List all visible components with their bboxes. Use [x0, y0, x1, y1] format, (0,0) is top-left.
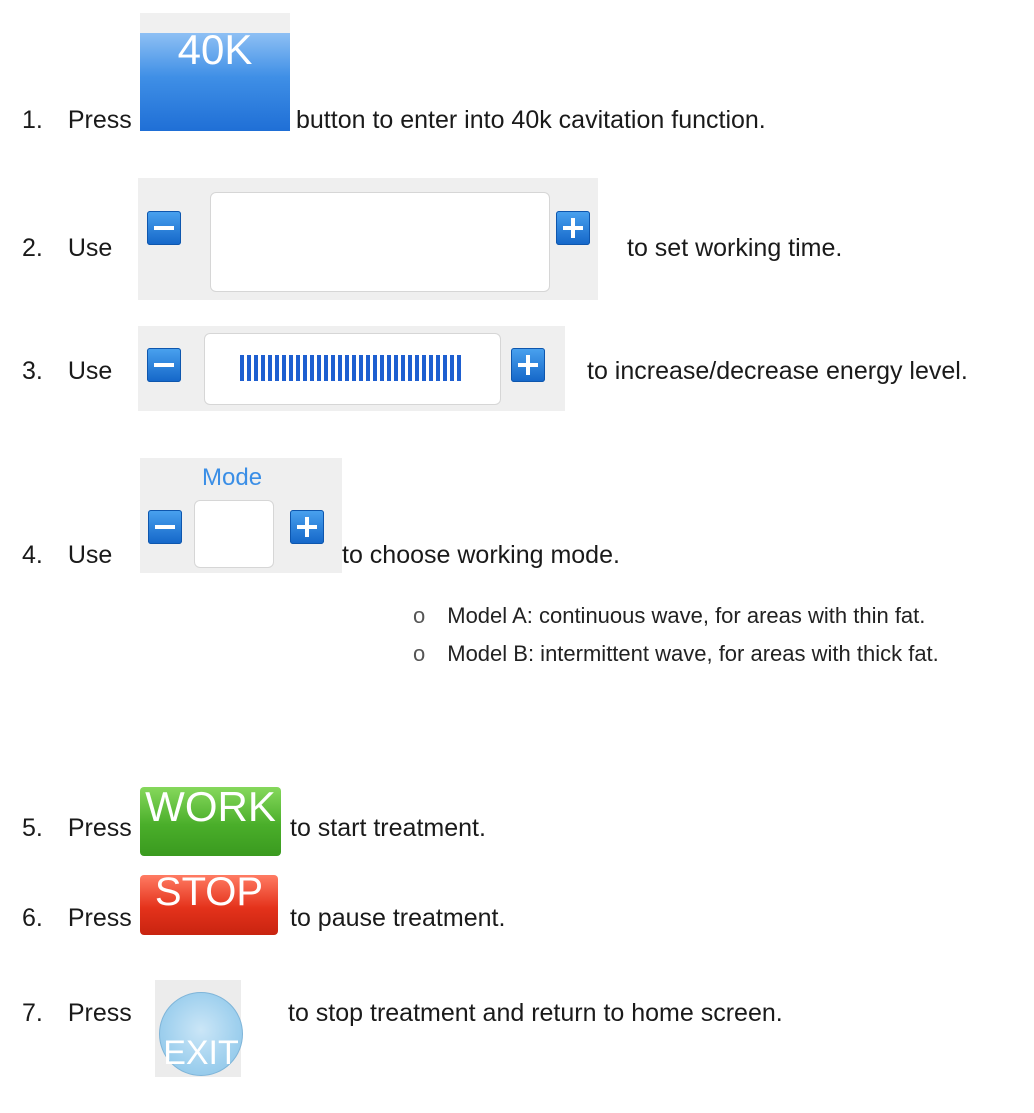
step-3-text: [22, 356, 112, 386]
step-2-description: to set working time.: [627, 234, 843, 262]
step-number: 2.: [22, 234, 43, 262]
step-2-text: [22, 233, 112, 263]
exit-button[interactable]: EXIT: [159, 992, 243, 1076]
step-number: 3.: [22, 357, 43, 385]
time-value-field[interactable]: [210, 192, 550, 292]
step-number: 1.: [22, 106, 43, 134]
bullet-marker: o: [413, 603, 426, 628]
step-6-text: [22, 903, 132, 933]
step-verb: Use: [67, 357, 113, 385]
step-6-description: to pause treatment.: [290, 904, 506, 932]
energy-level-bar[interactable]: [204, 333, 501, 405]
stop-button[interactable]: STOP: [140, 875, 278, 935]
energy-level-segments: [240, 355, 461, 381]
step-verb: Use: [67, 541, 113, 569]
bullet-marker: o: [413, 641, 426, 666]
time-plus-button[interactable]: [556, 211, 590, 245]
time-stepper: [138, 178, 598, 300]
step-5-description: to start treatment.: [290, 814, 486, 842]
mode-bullet-b: [413, 639, 939, 669]
step-4-description: to choose working mode.: [342, 541, 620, 569]
step-7-text: [22, 998, 132, 1028]
step-1-description: button to enter into 40k cavitation function.: [296, 106, 766, 134]
step-7-description: to stop treatment and return to home screen.: [288, 999, 783, 1027]
step-verb: Press: [67, 999, 132, 1027]
work-button[interactable]: WORK: [140, 787, 281, 856]
step-1-text: [22, 105, 132, 135]
mode-minus-button[interactable]: [148, 510, 182, 544]
step-verb: Press: [67, 106, 132, 134]
energy-plus-button[interactable]: [511, 348, 545, 382]
step-number: 4.: [22, 541, 43, 569]
mode-a-description: Model A: continuous wave, for areas with thin fat.: [447, 603, 926, 628]
k40-button[interactable]: 40K: [140, 33, 290, 131]
step-verb: Press: [67, 814, 132, 842]
step-number: 7.: [22, 999, 43, 1027]
mode-selector: [140, 458, 342, 573]
step-4-text: [22, 540, 112, 570]
step-number: 6.: [22, 904, 43, 932]
energy-stepper: [138, 326, 565, 411]
mode-b-description: Model B: intermittent wave, for areas with thick fat.: [447, 641, 939, 666]
time-minus-button[interactable]: [147, 211, 181, 245]
step-number: 5.: [22, 814, 43, 842]
step-verb: Press: [67, 904, 132, 932]
mode-plus-button[interactable]: [290, 510, 324, 544]
mode-title: Mode: [202, 464, 263, 491]
mode-value-field[interactable]: [194, 500, 274, 568]
mode-bullet-a: [413, 601, 925, 631]
step-5-text: [22, 813, 132, 843]
energy-minus-button[interactable]: [147, 348, 181, 382]
step-3-description: to increase/decrease energy level.: [587, 357, 968, 385]
step-verb: Use: [67, 234, 113, 262]
